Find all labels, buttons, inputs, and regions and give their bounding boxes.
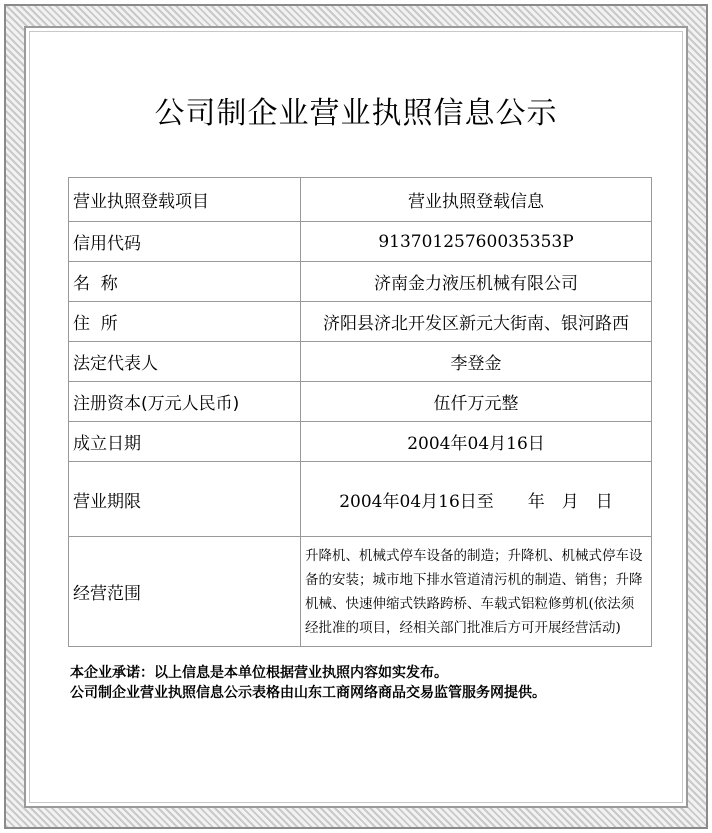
row-capital bbox=[69, 382, 652, 422]
capital-value: 伍仟万元整 bbox=[301, 382, 652, 422]
row-established-date bbox=[69, 422, 652, 462]
name-value: 济南金力液压机械有限公司 bbox=[301, 262, 652, 302]
row-name bbox=[69, 262, 652, 302]
row-address bbox=[69, 302, 652, 342]
established-date-label: 成立日期 bbox=[69, 422, 301, 462]
business-term-value: 2004年04月16日至 年 月 日 bbox=[301, 462, 652, 537]
row-legal-rep bbox=[69, 342, 652, 382]
footer-provider: 公司制企业营业执照信息公示表格由山东工商网络商品交易监管服务网提供。 bbox=[70, 685, 546, 701]
header-label: 营业执照登载项目 bbox=[69, 178, 301, 222]
credit-code-label: 信用代码 bbox=[69, 222, 301, 262]
legal-rep-label: 法定代表人 bbox=[69, 342, 301, 382]
business-term-label: 营业期限 bbox=[69, 462, 301, 537]
address-value: 济阳县济北开发区新元大街南、银河路西 bbox=[301, 302, 652, 342]
page-title: 公司制企业营业执照信息公示 bbox=[154, 96, 558, 131]
business-scope-label: 经营范围 bbox=[69, 537, 301, 647]
legal-rep-value: 李登金 bbox=[301, 342, 652, 382]
row-business-term bbox=[69, 462, 652, 537]
footer-commitment: 本企业承诺：以上信息是本单位根据营业执照内容如实发布。 bbox=[70, 665, 448, 681]
established-date-value: 2004年04月16日 bbox=[301, 422, 652, 462]
address-label: 住 所 bbox=[69, 302, 301, 342]
credit-code-value: 91370125760035353P bbox=[301, 222, 652, 262]
footer-notes bbox=[70, 663, 690, 703]
name-label: 名 称 bbox=[69, 262, 301, 302]
row-business-scope bbox=[69, 537, 652, 647]
header-value: 营业执照登载信息 bbox=[301, 178, 652, 222]
license-info-table bbox=[68, 177, 652, 647]
capital-label: 注册资本(万元人民币) bbox=[69, 382, 301, 422]
table-header-row bbox=[69, 178, 652, 222]
business-scope-value: 升降机、机械式停车设备的制造；升降机、机械式停车设备的安装；城市地下排水管道清污机的制造、销售；升降机械、快速伸缩式铁路跨桥、车载式铝粒修剪机(依法须经批准的项目，经相关部门批准后方可开展经营活动) bbox=[301, 537, 652, 647]
row-credit-code bbox=[69, 222, 652, 262]
